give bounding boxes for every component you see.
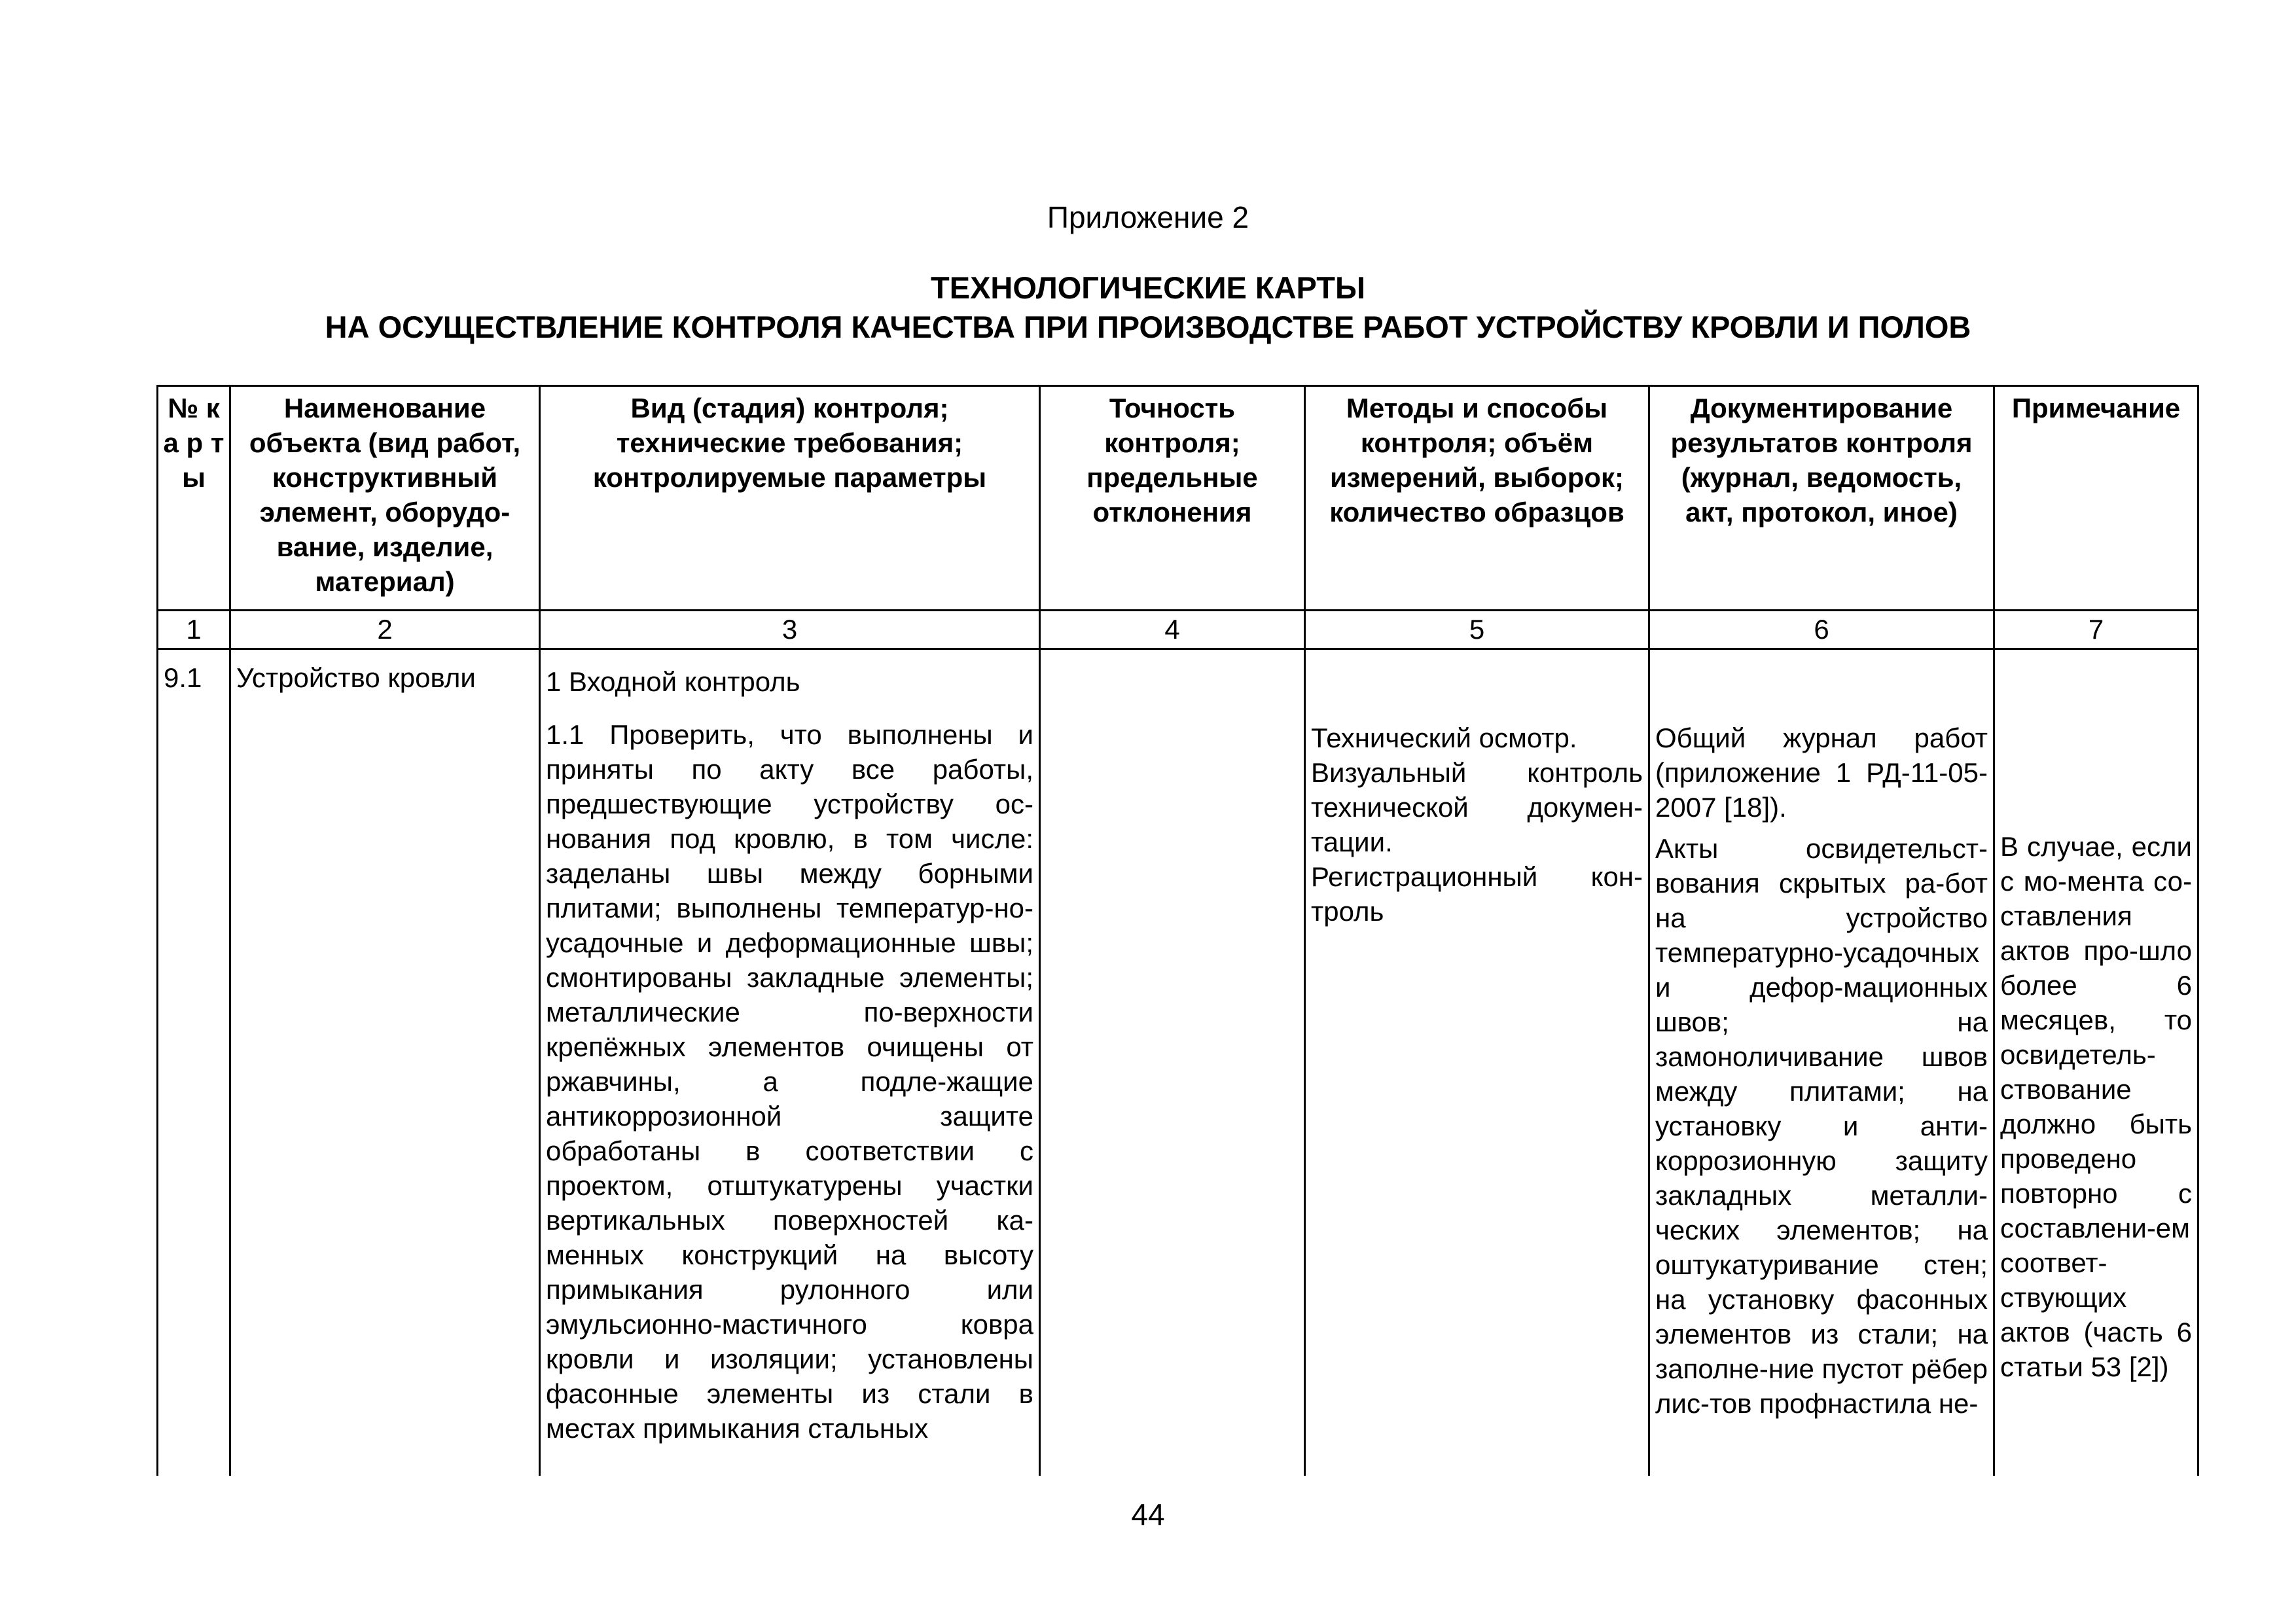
note-cell (1994, 649, 2198, 1476)
title-line-2: НА ОСУЩЕСТВЛЕНИЕ КОНТРОЛЯ КАЧЕСТВА ПРИ ПРОИЗВОДСТВЕ РАБОТ УСТРОЙСТВУ КРОВЛИ И ПОЛОВ (325, 310, 1971, 344)
title-line-1: ТЕХНОЛОГИЧЕСКИЕ КАРТЫ (931, 270, 1365, 305)
column-number: 4 (1040, 611, 1305, 649)
card-number: 9.1 (164, 662, 202, 693)
documentation-item: Общий журнал работ (приложение 1 РД-11-05-2007 [18]). (1655, 722, 1988, 823)
header-row (158, 386, 2198, 611)
column-header-accuracy: Точность контроля; предельные отклонения (1040, 386, 1305, 611)
method-item: Технический осмотр. (1311, 722, 1577, 753)
documentation-cell (1649, 649, 1994, 1476)
appendix-label: Приложение 2 (1047, 200, 1249, 234)
control-stage-cell (540, 649, 1040, 1476)
column-number: 3 (540, 611, 1040, 649)
column-header-object: Наименование объекта (вид работ, конструктивный элемент, оборудо-вание, изделие, материал) (230, 386, 540, 611)
table-row (158, 649, 2198, 1476)
column-header-control-stage: Вид (стадия) контроля; технические требования; контролируемые параметры (540, 386, 1040, 611)
page-number: 44 (1131, 1497, 1165, 1531)
column-header-documentation: Документирование результатов контроля (журнал, ведомость, акт, протокол, иное) (1649, 386, 1994, 611)
control-stage-title: 1 Входной контроль (546, 666, 800, 697)
accuracy-cell (1040, 649, 1305, 1476)
column-number: 6 (1649, 611, 1994, 649)
column-header-methods: Методы и способы контроля; объём измерений, выборок; количество образцов (1305, 386, 1649, 611)
column-header-card-no: № к а р т ы (158, 386, 230, 611)
method-item: Регистрационный кон-троль (1311, 861, 1643, 927)
methods-cell (1305, 649, 1649, 1476)
note-text: В случае, если с мо-мента со-ставления актов про-шло более 6 месяцев, то освидетель-ствование должно быть проведено повторно с составлени-ем соответ-ствующих актов (часть 6 статьи 53 [2]) (2000, 831, 2192, 1382)
control-requirement-text: 1.1 Проверить, что выполнены и приняты по акту все работы, предшествующие устройству ос-нования под кровлю, в том числе: заделаны швы между борными плитами; выполнены температур-но-усадочные и деформационные швы; смонтированы закладные элементы; металлические по-верхности крепёжных элементов очищены от ржавчины, а подле-жащие антикоррозионной защите обработаны в соответствии с проектом, отштукатурены участки вертикальных поверхностей ка-менных конструкций на высоту примыкания рулонного или эмульсионно-мастичного ковра кровли и изоляции; установлены фасонные элементы из стали в местах примыкания стальных (546, 719, 1033, 1444)
documentation-item: Акты освидетельст-вования скрытых ра-бот на устройство температурно-усадочных и дефор-мационных швов; на замоноличивание швов между плитами; на установку и анти-коррозионную защиту закладных металли-ческих элементов; на оштукатуривание стен; на установку фасонных элементов из стали; на заполне-ние пустот рёбер лис-тов профнастила не- (1655, 833, 1988, 1419)
column-number: 2 (230, 611, 540, 649)
object-name: Устройство кровли (236, 662, 476, 693)
object-cell (230, 649, 540, 1476)
column-number: 1 (158, 611, 230, 649)
document-title (0, 268, 2296, 347)
column-number-row (158, 611, 2198, 649)
column-number: 7 (1994, 611, 2198, 649)
card-number-cell (158, 649, 230, 1476)
column-number: 5 (1305, 611, 1649, 649)
quality-control-table (156, 385, 2199, 1476)
column-header-note: Примечание (1994, 386, 2198, 611)
method-item: Визуальный контроль технической докумен-тации. (1311, 757, 1643, 857)
